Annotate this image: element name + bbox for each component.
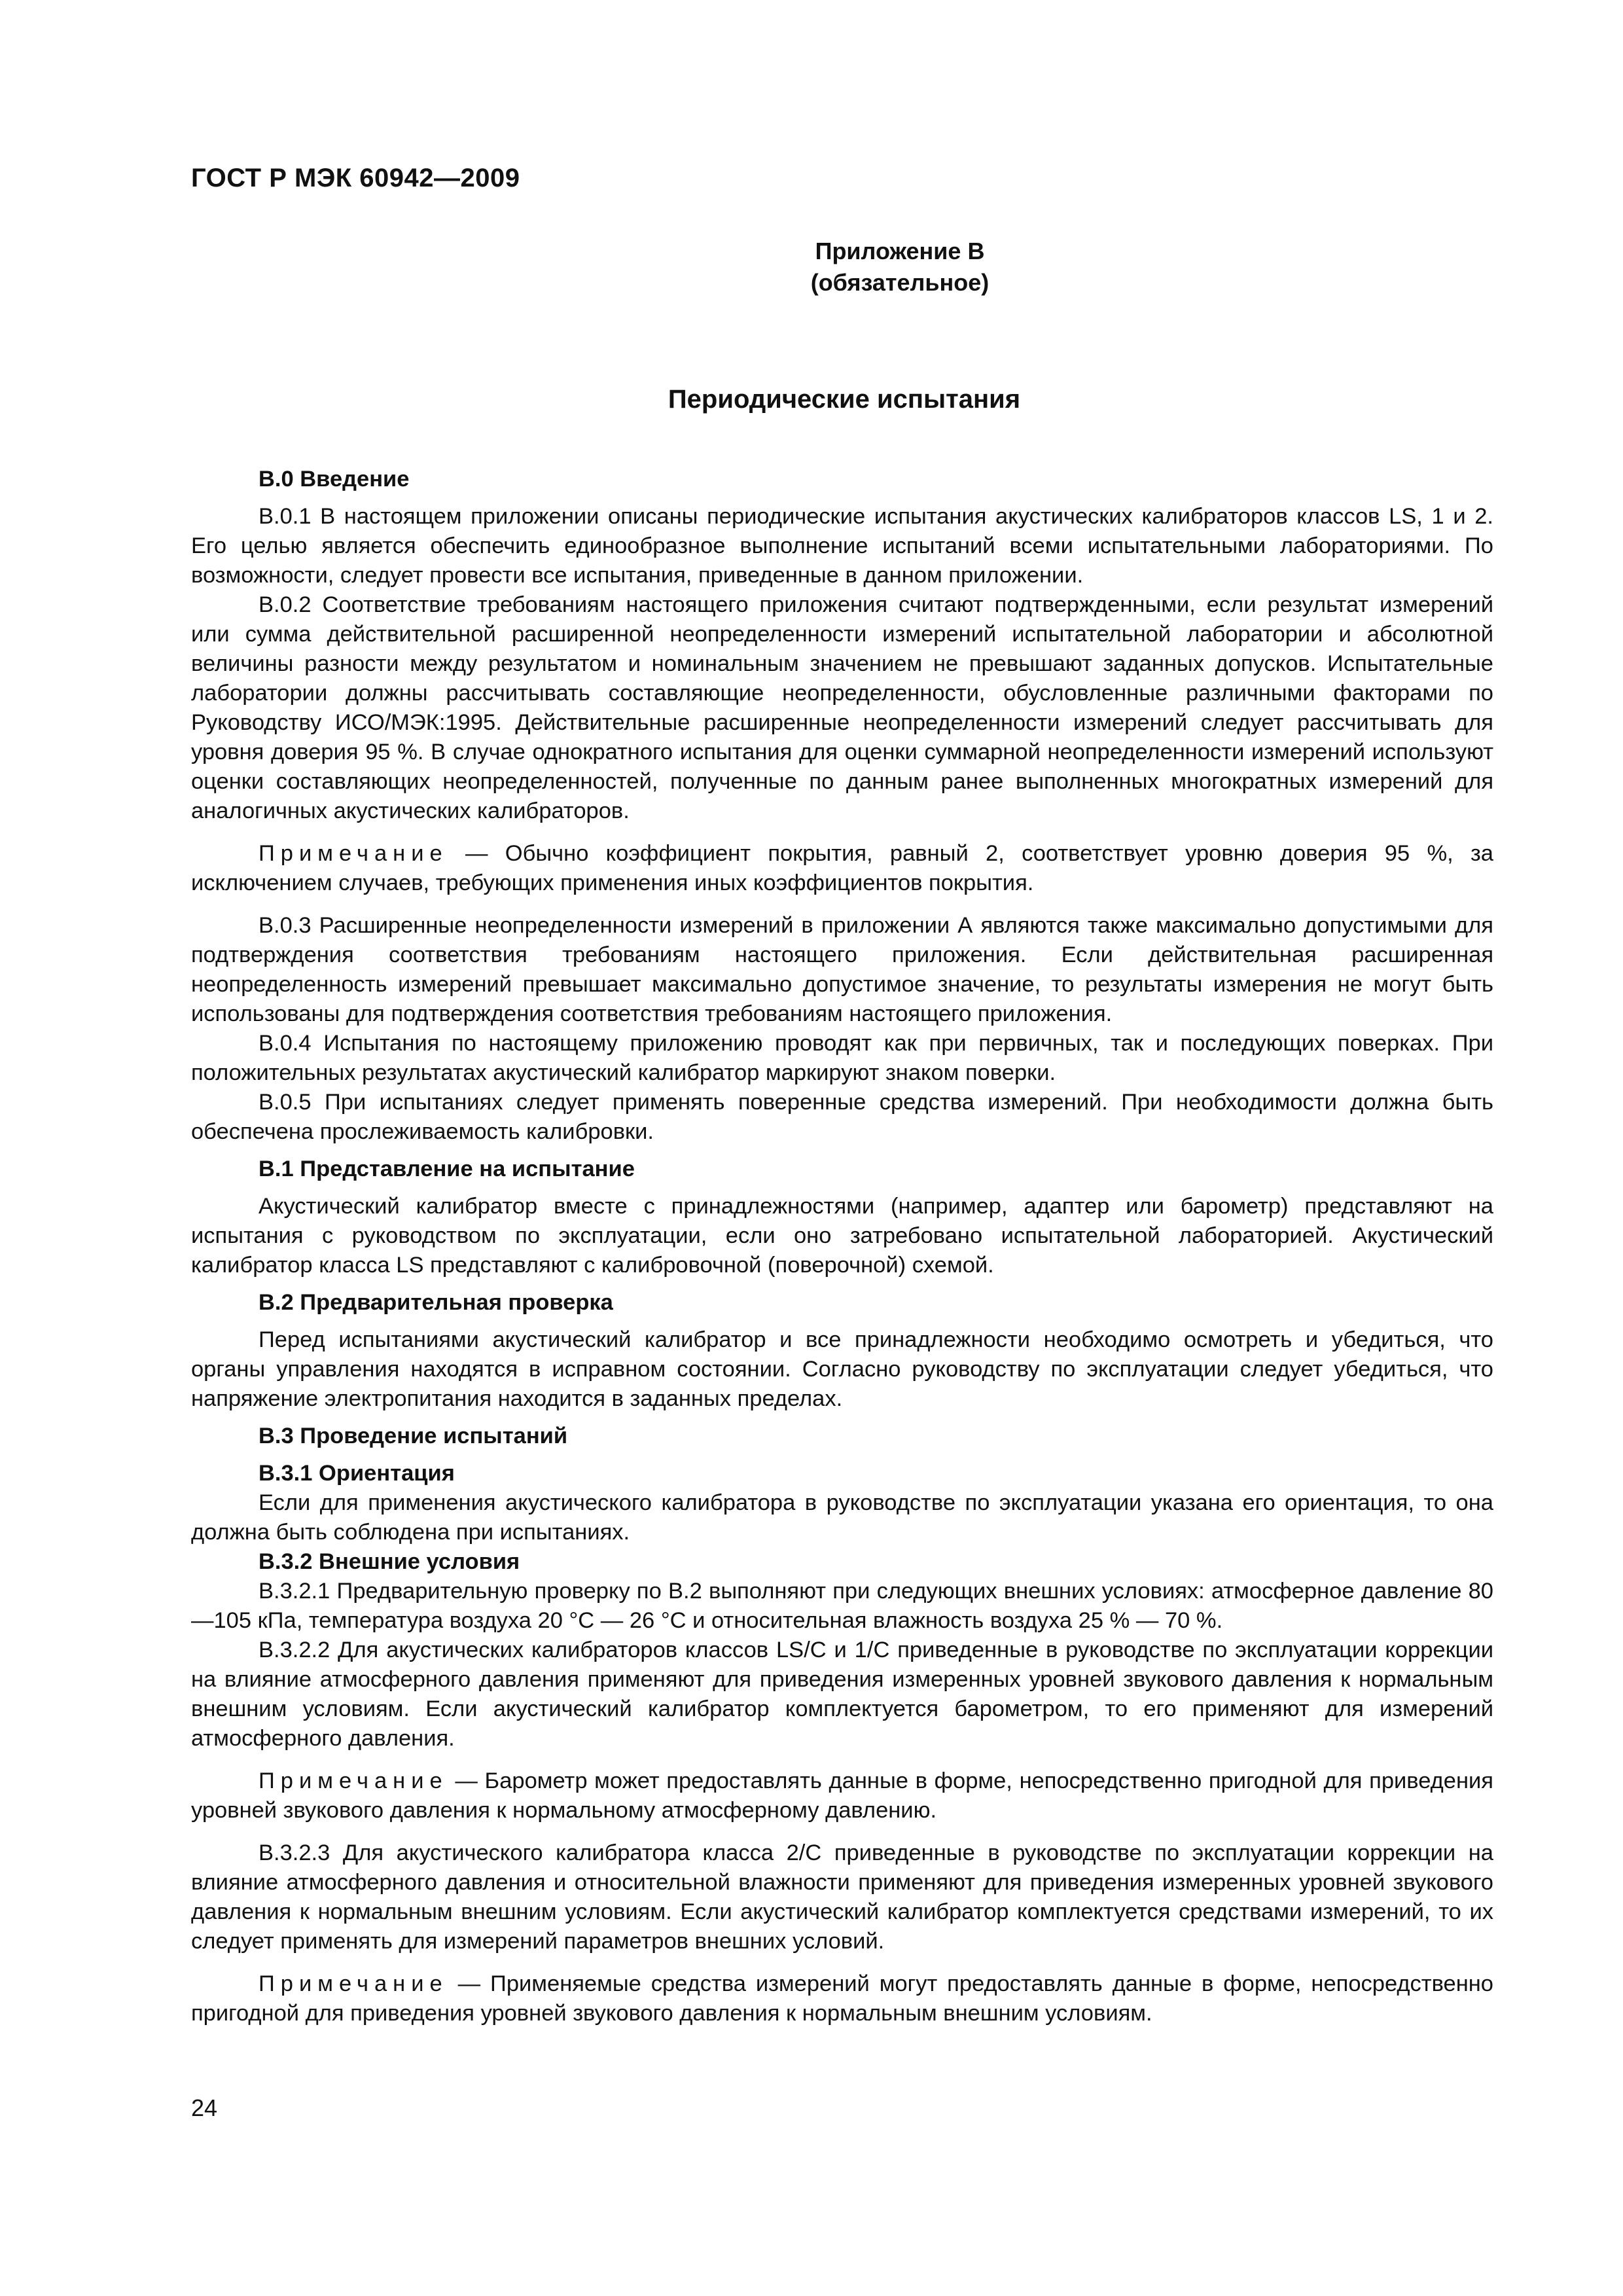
appendix-status: (обязательное) (810, 269, 990, 296)
section-heading-b3: В.3 Проведение испытаний (259, 1424, 568, 1448)
paragraph-b0-3: В.0.3 Расширенные неопределенности измерений в приложении А являются также максимально допустимыми для подтверждения соответствия требованиям настоящего приложения. Если действительная расширенная неопределенность измерений превышает максимально допустимое значение, то результаты измерения не могут быть использованы для подтверждения соответствия требованиям настоящего приложения. (191, 913, 1493, 1026)
paragraph-b0-4: В.0.4 Испытания по настоящему приложению проводят как при первичных, так и последующих поверках. При положительных результатах акустический калибратор маркируют знаком поверки. (191, 1031, 1493, 1085)
document-body (191, 465, 1493, 2028)
paragraph-b1: Акустический калибратор вместе с принадлежностями (например, адаптер или барометр) представляют на испытания с руководством по эксплуатации, если оно затребовано испытательной лабораторией. Акустический калибратор класса LS представляют с калибровочной (поверочной) схемой. (191, 1194, 1493, 1278)
paragraph-b321: В.3.2.1 Предварительную проверку по В.2 выполняют при следующих внешних условиях: атмосферное давление 80—105 кПа, температура воздуха 20 °С — 26 °С и относительная влажность воздуха 25 % — 70 %. (191, 1579, 1493, 1633)
note-label: Примечание (259, 1768, 448, 1793)
section-heading-b0: В.0 Введение (259, 467, 410, 492)
paragraph-b323: В.3.2.3 Для акустического калибратора класса 2/C приведенные в руководстве по эксплуатации коррекции на влияние атмосферного давления и относительной влажности применяют для приведения измеренных уровней звукового давления к нормальным внешним условиям. Если акустический калибратор комплектуется средствами измерений, то их следует применять для измерений параметров внешних условий. (191, 1840, 1493, 1954)
note-text: — Применяемые средства измерений могут предоставлять данные в форме, непосредственно пригодной для приведения уровней звукового давления к нормальным внешним условиям. (191, 1971, 1493, 2026)
paragraph-b0-5: В.0.5 При испытаниях следует применять поверенные средства измерений. При необходимости должна быть обеспечена прослеживаемость калибровки. (191, 1090, 1493, 1144)
paragraph-b2: Перед испытаниями акустический калибратор и все принадлежности необходимо осмотреть и убедиться, что органы управления находятся в исправном состоянии. Согласно руководству по эксплуатации следует убедиться, что напряжение электропитания находится в заданных пределах. (191, 1327, 1493, 1411)
section-heading-b1: В.1 Представление на испытание (259, 1157, 635, 1181)
note-label: Примечание (259, 841, 448, 866)
paragraph-b322: В.3.2.2 Для акустических калибраторов классов LS/C и 1/C приведенные в руководстве по эксплуатации коррекции на влияние атмосферного давления применяют для приведения измеренных уровней звукового давления к нормальным внешним условиям. Если акустический калибратор комплектуется барометром, то его применяют для измерений атмосферного давления. (191, 1638, 1493, 1751)
paragraph-b0-2: В.0.2 Соответствие требованиям настоящего приложения считают подтвержденными, если результат измерений или сумма действительной расширенной неопределенности измерений испытательной лаборатории и абсолютной величины разности между результатом и номинальным значением не превышают заданных допусков. Испытательные лаборатории должны рассчитывать составляющие неопределенности, обусловленные различными факторами по Руководству ИСО/МЭК:1995. Действительные расширенные неопределенности измерений следует рассчитывать для уровня доверия 95 %. В случае однократного испытания для оценки суммарной неопределенности измерений используют оценки составляющих неопределенностей, полученные по данным ранее выполненных многократных измерений для аналогичных акустических калибраторов. (191, 592, 1493, 823)
main-title-wrap (0, 385, 1623, 414)
main-title: Периодические испытания (668, 385, 1021, 414)
note-text: — Обычно коэффициент покрытия, равный 2, соответствует уровню доверия 95 %, за исключением случаев, требующих применения иных коэффициентов покрытия. (191, 841, 1493, 895)
paragraph-b0-1: В.0.1 В настоящем приложении описаны периодические испытания акустических калибраторов классов LS, 1 и 2. Его целью является обеспечить единообразное выполнение испытаний всеми испытательными лабораториями. По возможности, следует провести все испытания, приведенные в данном приложении. (191, 504, 1493, 588)
appendix-title: Приложение В (815, 238, 985, 264)
note-1 (191, 839, 1493, 898)
section-heading-b31: В.3.1 Ориентация (259, 1461, 455, 1486)
note-text: — Барометр может предоставлять данные в форме, непосредственно пригодной для приведения уровней звукового давления к нормальному атмосферному давлению. (191, 1768, 1493, 1823)
note-label: Примечание (259, 1971, 448, 1996)
standard-header: ГОСТ Р МЭК 60942—2009 (191, 164, 520, 192)
page-number: 24 (191, 2094, 218, 2121)
note-2 (191, 1767, 1493, 1825)
note-3 (191, 1969, 1493, 2028)
paragraph-b31: Если для применения акустического калибратора в руководстве по эксплуатации указана его ориентация, то она должна быть соблюдена при испытаниях. (191, 1490, 1493, 1545)
section-heading-b2: В.2 Предварительная проверка (259, 1290, 613, 1315)
section-heading-b32: В.3.2 Внешние условия (259, 1549, 520, 1574)
appendix-block (0, 236, 1623, 298)
